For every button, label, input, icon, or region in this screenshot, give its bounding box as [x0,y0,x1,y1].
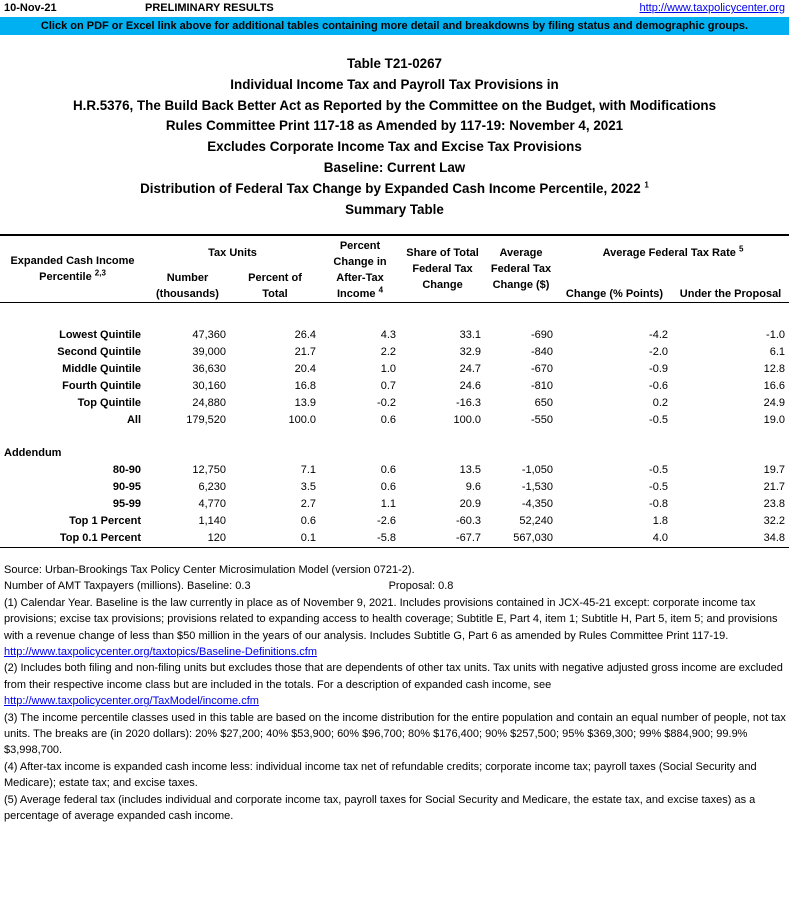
title-line-7: Distribution of Federal Tax Change by Expanded Cash Income Percentile, 2022 $^1$ [140,180,649,196]
row-label: Top Quintile [77,397,141,409]
cell-chg: -0.5 [649,414,669,426]
table-row [0,412,789,429]
cell-chg: 1.8 [652,515,669,527]
cell-share: 24.6 [459,380,482,392]
cell-avg: -550 [530,414,554,426]
cell-number: 4,770 [198,498,226,510]
col-number: Number (thousands) [145,270,230,303]
cell-share: -60.3 [455,515,482,527]
cell-rate: 32.2 [763,515,786,527]
cell-rate: 19.0 [763,414,786,426]
cell-rate: 19.7 [763,464,786,476]
cell-pct: 3.5 [300,481,317,493]
cell-chg: -0.6 [649,380,669,392]
row-label: Middle Quintile [62,363,141,375]
cell-avg: -810 [530,380,554,392]
cell-share: 9.6 [465,481,482,493]
cell-number: 24,880 [192,397,226,409]
cell-avg: 567,030 [485,530,557,548]
income-definition-link[interactable]: http://www.taxpolicycenter.org/TaxModel/income.cfm [4,695,259,708]
cell-after: 4.3 [380,329,397,341]
cell-avg: 650 [534,397,554,409]
cell-number: 120 [145,530,230,548]
row-label: Lowest Quintile [59,329,141,341]
cell-after: -2.6 [377,515,397,527]
summary-table [0,234,789,548]
cell-avg: 52,240 [519,515,554,527]
addendum-label: Addendum [4,447,62,459]
cell-pct: 2.7 [300,498,317,510]
cell-share: 100.0 [453,414,482,426]
cell-rate: 12.8 [763,363,786,375]
cell-chg: 0.2 [652,397,669,409]
cell-rate: 23.8 [763,498,786,510]
table-row [0,513,789,530]
note-2: (2) Includes both filing and non-filing units but excludes those that are dependents of other tax units. Tax units with negative adjusted gross income are excluded from their respective income class but are included in the totals. For a description of expanded cash income, see [4,662,783,691]
cell-rate: 21.7 [763,481,786,493]
amt-note: Number of AMT Taxpayers (millions). Baseline: 0.3 Proposal: 0.8 [4,580,454,593]
top-bar [0,0,789,17]
note-4: (4) After-tax income is expanded cash income less: individual income tax net of refundable credits; corporate income tax; payroll taxes (Social Security and Medicare); estate tax; and excise taxes. [4,760,757,790]
row-label: Top 0.1 Percent [0,530,145,548]
site-link[interactable]: http://www.taxpolicycenter.org [639,2,785,14]
table-row [0,496,789,513]
cell-after: -0.2 [377,397,397,409]
table-row [0,530,789,548]
title-block [0,54,789,220]
title-line-2: Individual Income Tax and Payroll Tax Provisions in [230,76,559,92]
cell-chg: -0.8 [649,498,669,510]
cell-chg: -2.0 [649,346,669,358]
col-change-pts: Change (% Points) [557,270,672,303]
cell-share: 24.7 [459,363,482,375]
info-banner: Click on PDF or Excel link above for additional tables containing more detail and breakdowns by filing status and demographic groups. [0,17,789,35]
note-5: (5) Average federal tax (includes individual and corporate income tax, payroll taxes for Social Security and Medicare, the estate tax, and excise taxes) as a percentage of average expanded cash income. [4,793,756,823]
row-label: 95-99 [112,498,141,510]
row-label: All [126,414,141,426]
row-label: 80-90 [112,464,141,476]
table-row [0,378,789,395]
cell-avg: -1,530 [521,481,554,493]
cell-after: 0.6 [380,464,397,476]
cell-share: 32.9 [459,346,482,358]
cell-after: 0.7 [380,380,397,392]
cell-rate: 6.1 [769,346,786,358]
cell-after: 0.6 [380,414,397,426]
row-label: 90-95 [112,481,141,493]
table-row [0,344,789,361]
cell-number: 1,140 [198,515,226,527]
cell-after: 1.0 [380,363,397,375]
cell-avg: -4,350 [521,498,554,510]
cell-pct: 0.1 [230,530,320,548]
cell-chg: -0.5 [649,481,669,493]
cell-pct: 16.8 [294,380,317,392]
cell-rate: 16.6 [763,380,786,392]
source-note: Source: Urban-Brookings Tax Policy Center Microsimulation Model (version 0721-2). [4,564,415,576]
cell-avg: -840 [530,346,554,358]
col-avg-change: Average Federal Tax Change ($) [485,235,557,303]
note-1: (1) Calendar Year. Baseline is the law currently in place as of November 9, 2021. Includes provisions contained in JCX-45-21 except: corporate income tax provisions; excise tax provisions; provisions related to expanding access to health coverage; Subtitle E, Part 4, item 1; Subtitle H, Part 5, item 5; and provisions with a revenue change of less than $50 million in the years of our analysis. Includes Subtitle G, Part 6 as amended by Rules Committee Print 117-19. [4,596,778,642]
cell-number: 47,360 [192,329,226,341]
baseline-definitions-link[interactable]: http://www.taxpolicycenter.org/taxtopics/Baseline-Definitions.cfm [4,646,318,659]
table-id: Table T21-0267 [346,56,443,71]
cell-share: -67.7 [400,530,485,548]
cell-avg: -1,050 [521,464,554,476]
cell-pct: 100.0 [288,414,317,426]
title-line-3: H.R.5376, The Build Back Better Act as Reported by the Committee on the Budget, with Modifications [72,97,717,113]
col-pct-change: Percent Change in After-Tax Income $^4$ [320,235,400,303]
cell-pct: 21.7 [294,346,317,358]
status-label: PRELIMINARY RESULTS [145,2,274,14]
title-line-4: Rules Committee Print 117-18 as Amended by 117-19: November 4, 2021 [165,118,624,134]
cell-after: 0.6 [380,481,397,493]
cell-pct: 0.6 [300,515,317,527]
main-rows [0,303,789,548]
cell-share: 33.1 [459,329,482,341]
cell-avg: -690 [530,329,554,341]
table-row [0,395,789,412]
cell-after: -5.8 [320,530,400,548]
row-label: Fourth Quintile [62,380,141,392]
cell-after: 2.2 [380,346,397,358]
table-row [0,327,789,344]
table-row [0,462,789,479]
cell-pct: 20.4 [294,363,317,375]
cell-number: 30,160 [192,380,226,392]
cell-share: 13.5 [459,464,482,476]
cell-rate: -1.0 [766,329,786,341]
cell-share: 20.9 [459,498,482,510]
cell-number: 6,230 [198,481,226,493]
cell-pct: 26.4 [294,329,317,341]
title-line-6: Baseline: Current Law [323,159,466,175]
cell-rate: 34.8 [672,530,789,548]
row-label: Top 1 Percent [69,515,141,527]
title-line-5: Excludes Corporate Income Tax and Excise Tax Provisions [207,139,582,155]
row-label: Second Quintile [57,346,141,358]
table-row [0,479,789,496]
cell-number: 36,630 [192,363,226,375]
cell-number: 39,000 [192,346,226,358]
note-3: (3) The income percentile classes used in this table are based on the income distribution for the entire population and contain an equal number of people, not tax units. The breaks are (in 2020 dollars): 20% $27,200; 40% $53,900; 60% $96,700; 80% $176,400; 90% $257,500; 95% $369,300; 99% $884,900; 99.9% $3,998,700. [4,711,786,757]
col-tax-units: Tax Units [208,247,257,259]
cell-number: 12,750 [192,464,226,476]
cell-pct: 13.9 [294,397,317,409]
notes-block [4,562,788,825]
cell-after: 1.1 [380,498,397,510]
cell-chg: 4.0 [557,530,672,548]
col-avg-rate: Average Federal Tax Rate $^5$ [602,244,744,259]
cell-chg: -4.2 [649,329,669,341]
col-share: Share of Total Federal Tax Change [400,235,485,303]
date-label: 10-Nov-21 [4,2,57,14]
cell-pct: 7.1 [300,464,317,476]
cell-share: -16.3 [455,397,482,409]
cell-chg: -0.9 [649,363,669,375]
col-percentile: Expanded Cash Income Percentile $^{2,3}$ [0,235,145,303]
cell-number: 179,520 [186,414,226,426]
cell-chg: -0.5 [649,464,669,476]
table-row [0,361,789,378]
col-under-proposal: Under the Proposal [672,270,789,303]
col-percent-total: Percent of Total [230,270,320,303]
cell-avg: -670 [530,363,554,375]
cell-rate: 24.9 [763,397,786,409]
title-line-8: Summary Table [345,201,444,217]
